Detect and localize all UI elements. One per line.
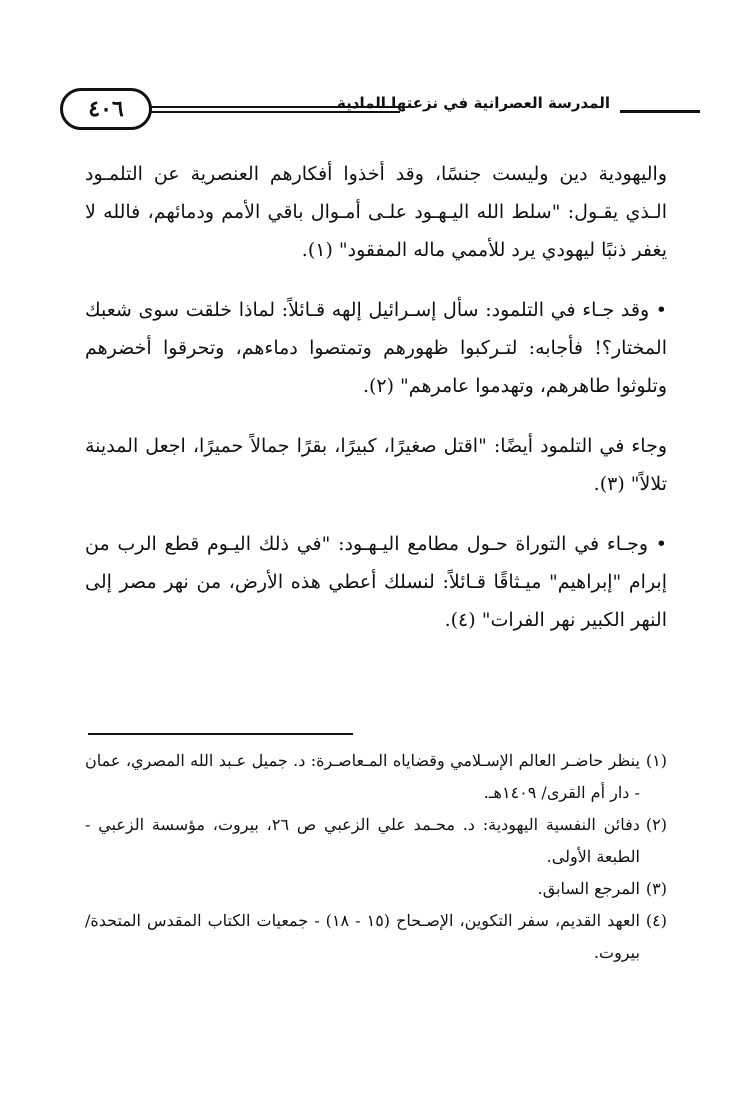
paragraph: واليهودية دين وليست جنسًا، وقد أخذوا أفكارهم العنصرية عن التلمـود الـذي يقـول: "سلط الله اليـهـود علـى أمـوال باقي الأمم ودمائهم، فالله لا يغفر ذنبًا ليهودي يرد للأممي ماله المفقود" (١). [85,163,667,261]
footnote-text: دفائن النفسية اليهودية: د. محـمد علي الزعبي ص ٢٦، بيروت، مؤسسة الزعبي - الطبعة الأولى. [85,815,640,866]
footnote [85,809,667,873]
paragraph: • وقد جـاء في التلمود: سأل إسـرائيل إلهه قـائلاً: لماذا خلقت سوى شعبك المختار؟! فأجابه: لتـركبوا ظهورهم وتمتصوا دماءهم، وتحرقوا أخضرهم وتلوثوا طاهرهم، وتهدموا عامرهم" (٢). [85,299,667,397]
running-title: المدرسة العصرانية في نزعتها المادية [337,94,610,112]
running-header [60,88,700,136]
footnote-text: ينظر حاضـر العالم الإسـلامي وقضاياه المـعاصـرة: د. جميل عـبد الله المصري، عمان - دار أم القرى/ ١٤٠٩هـ. [85,751,640,802]
paragraph: • وجـاء في التوراة حـول مطامع اليـهـود: "في ذلك اليـوم قطع الرب من إبرام "إبراهيم" ميـثاقًا قـائلاً: لنسلك أعطي هذه الأرض، من نهر مصر إلى النهر الكبير نهر الفرات" (٤). [85,533,667,631]
footnote-number: (١) [645,751,667,770]
footnote-number: (٢) [645,815,667,834]
footnote-separator [88,733,353,735]
page-number: ٤٠٦ [60,88,152,130]
paragraph: وجاء في التلمود أيضًا: "اقتل صغيرًا، كبيرًا، بقرًا جمالاً حميرًا، اجعل المدينة تلالاً" (٣). [85,435,667,495]
header-rule-right [620,110,700,113]
footnote-number: (٤) [645,911,667,930]
footnote [85,745,667,809]
main-text [85,155,667,661]
footnote-text: العهد القديم، سفر التكوين، الإصـحاح (١٥ - ١٨) - جمعيات الكتاب المقدس المتحدة/ بيروت. [85,911,640,962]
footnote-text: المرجع السابق. [537,879,640,898]
footnotes [85,745,667,969]
footnote [85,873,667,905]
footnote-number: (٣) [645,879,667,898]
footnote [85,905,667,969]
